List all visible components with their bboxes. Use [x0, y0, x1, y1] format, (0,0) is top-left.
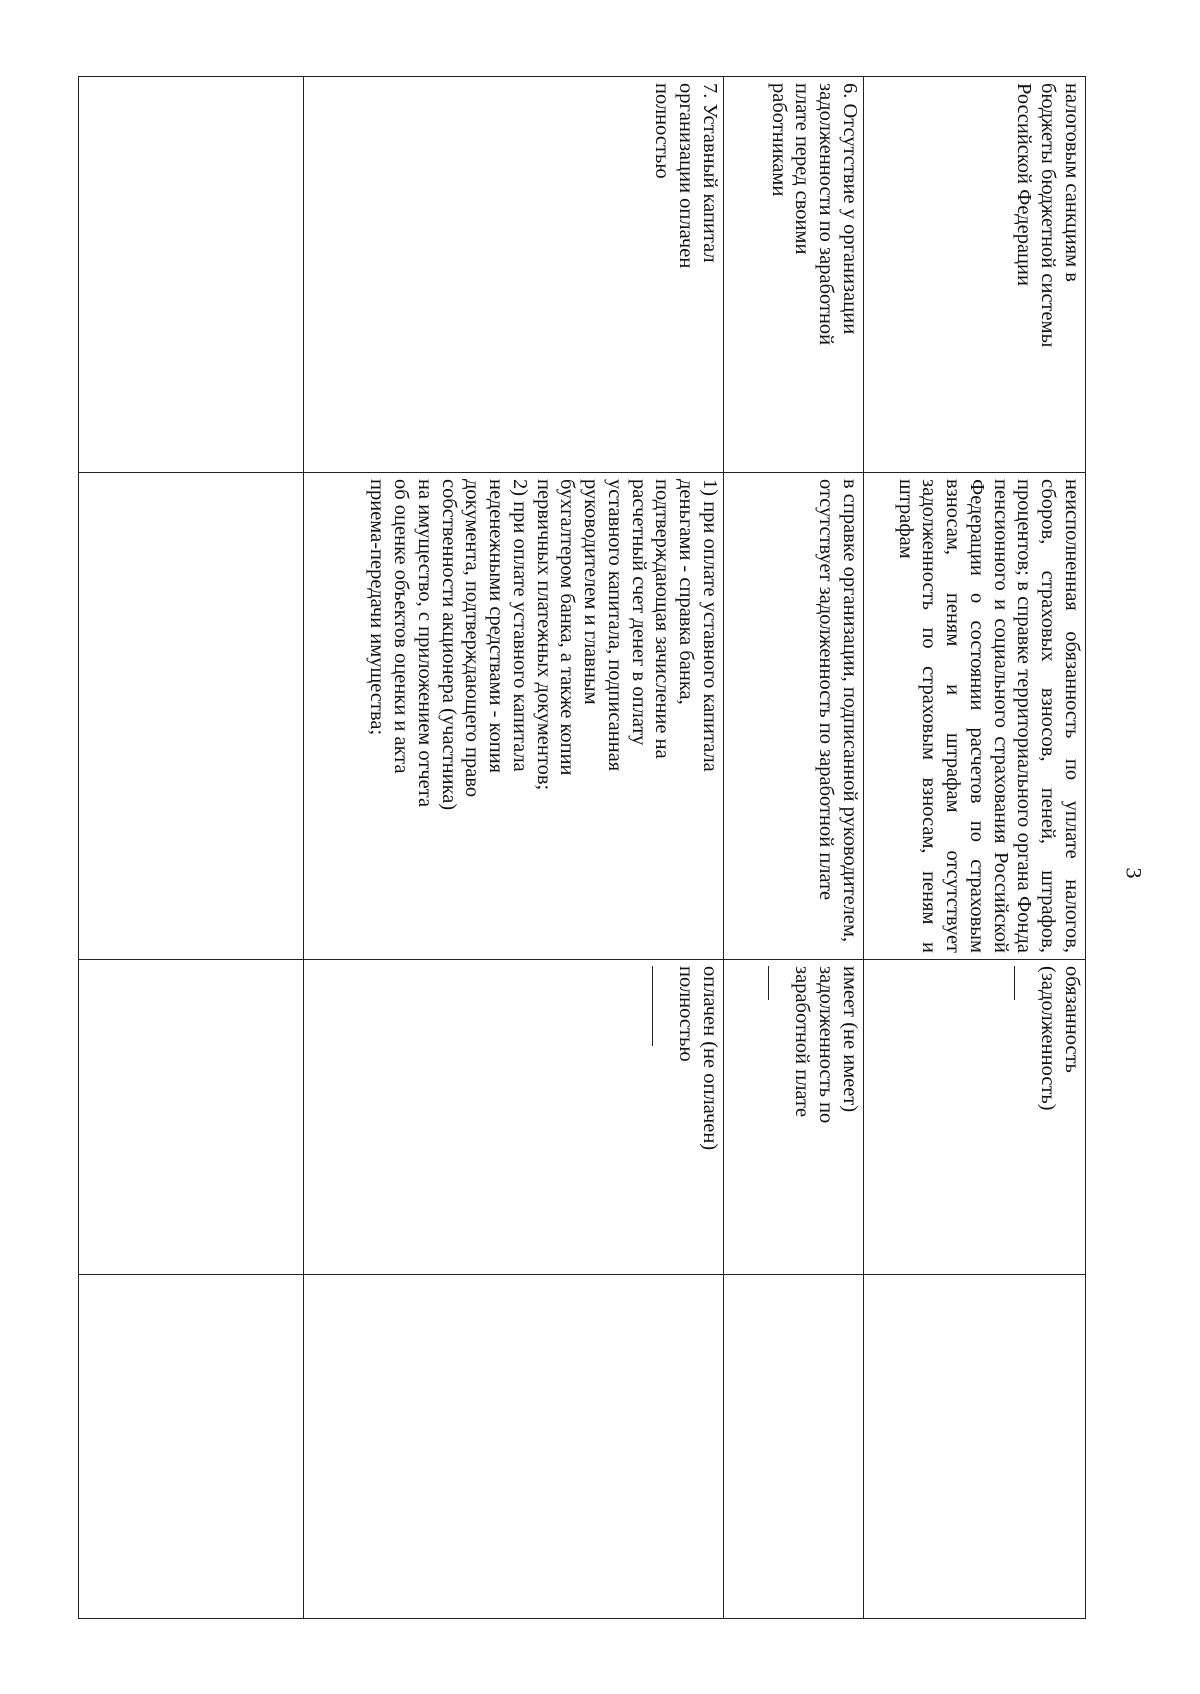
- fill-in-blank[interactable]: [768, 966, 790, 1000]
- fill-in-blank[interactable]: [652, 966, 674, 1046]
- criterion-cell: налоговым санкциям в бюджеты бюджетной системы Российской Федерации: [864, 77, 1086, 473]
- document-cell: [864, 473, 1086, 960]
- status-cell: оплачен (не оплачен) полностью: [304, 960, 724, 1275]
- table-row: [79, 77, 304, 1619]
- note-cell: [79, 1275, 304, 1619]
- status-cell: имеет (не имеет) задолженность по заработной плате: [724, 960, 864, 1275]
- document-table-wrapper: [79, 76, 1086, 1618]
- criterion-cell: [79, 77, 304, 473]
- page-number: 3: [1121, 867, 1147, 879]
- table-row: [864, 77, 1086, 1619]
- note-cell: [724, 1275, 864, 1619]
- document-cell: [724, 473, 864, 960]
- note-cell: [864, 1275, 1086, 1619]
- document-text: неисполненная обязанность по уплате налогов, сборов, страховых взносов, пеней, штрафов, процентов; в справке территориального органа Фонда пенсионного и социального страхования Российской Федерации о состоянии расчетов по страховым взносам, пеням и штрафам отсутствует задолженность по страховым взносам, пеням и штрафам: [894, 479, 1083, 953]
- status-cell: [79, 960, 304, 1275]
- table-row: [724, 77, 864, 1619]
- criterion-cell: 7. Уставный капитал организации оплачен полностью: [304, 77, 724, 473]
- fill-in-blank[interactable]: [1014, 966, 1036, 1000]
- document-text: в справке организации, подписанной руководителем, отсутствует задолженность по заработной плате: [815, 479, 861, 943]
- table-row: [304, 77, 724, 1619]
- criterion-cell: 6. Отсутствие у организации задолженности по заработной плате перед своими работниками: [724, 77, 864, 473]
- note-cell: [304, 1275, 724, 1619]
- document-cell: 1) при оплате уставного капитала деньгами - справка банка, подтверждающая зачисление на расчетный счет денег в оплату уставного капитала, подписанная руководителем и главным бухгалтером банка, а также копии первичных платежных документов; 2) при оплате уставного капитала неденежными средствами - копия документа, подтверждающего право собственности акционера (участника) на имущество, с приложением отчета об оценке объектов оценки и акта приема-передачи имущества;: [304, 473, 724, 960]
- status-cell: обязанность (задолженность): [864, 960, 1086, 1275]
- requirements-table: [78, 76, 1086, 1619]
- document-cell: [79, 473, 304, 960]
